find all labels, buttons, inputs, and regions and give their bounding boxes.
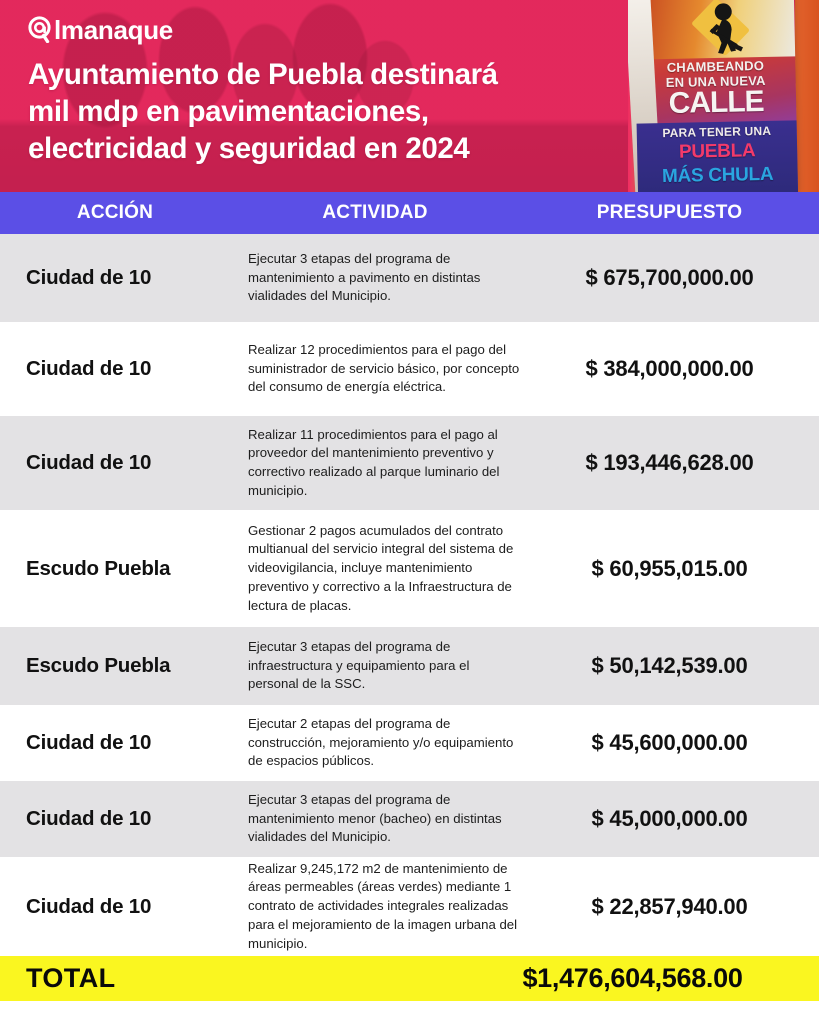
cell-accion: Escudo Puebla (26, 654, 171, 677)
cell-actividad: Ejecutar 3 etapas del programa de infraestructura y equipamiento para el personal de la SSC. (248, 638, 470, 692)
cell-actividad: Gestionar 2 pagos acumulados del contrato multianual del servicio integral del sistema de videovigilancia, incluye mantenimiento preventivo y correctivo a la Infraestructura de lectura de placas. (248, 522, 514, 613)
headline-line-2: mil mdp en pavimentaciones, (28, 94, 429, 128)
cell-presupuesto: $ 60,955,015.00 (591, 555, 748, 581)
cell-actividad: Realizar 11 procedimientos para el pago al proveedor del mantenimiento preventivo y correctivo realizado al parque luminario del municipio. (248, 426, 500, 498)
worker-digging-icon (692, 0, 751, 56)
at-magnifier-icon (28, 16, 53, 43)
table-row (0, 705, 819, 781)
cell-presupuesto: $ 22,857,940.00 (591, 893, 748, 919)
header-photo-panel (628, 0, 819, 192)
cell-presupuesto: $ 193,446,628.00 (585, 450, 754, 475)
table-row (0, 416, 819, 510)
cell-accion: Ciudad de 10 (26, 357, 152, 380)
construction-poster (634, 0, 798, 192)
column-header-actividad: ACTIVIDAD (322, 202, 428, 223)
poster-text-4: PARA TENER UNA (662, 123, 772, 141)
cell-actividad: Ejecutar 3 etapas del programa de mantenimiento a pavimento en distintas vialidades del Municipio. (248, 250, 481, 304)
poster-text-1: CHAMBEANDO (666, 57, 765, 76)
table-row (0, 781, 819, 857)
poster-text-2: EN UNA NUEVA (665, 72, 766, 91)
budget-table (0, 192, 819, 1024)
cell-accion: Ciudad de 10 (26, 894, 152, 918)
header-content (0, 0, 600, 168)
cell-accion: Ciudad de 10 (26, 807, 152, 830)
table-body (0, 234, 819, 956)
photo-right-edge (795, 0, 819, 192)
total-value: $1,476,604,568.00 (522, 963, 743, 993)
table-header-row (0, 192, 819, 234)
headline-line-3: electricidad y seguridad en 2024 (28, 131, 470, 165)
total-label: TOTAL (26, 963, 116, 993)
total-row (0, 956, 819, 1001)
poster-photo (628, 0, 819, 192)
table-row (0, 857, 819, 956)
poster-text-3: CALLE (668, 85, 764, 120)
header-banner (0, 0, 819, 192)
cell-presupuesto: $ 384,000,000.00 (585, 356, 754, 381)
poster-text-5: PUEBLA (678, 140, 756, 163)
table-row (0, 510, 819, 627)
cell-accion: Ciudad de 10 (26, 731, 152, 754)
table-row (0, 627, 819, 705)
cell-actividad: Ejecutar 2 etapas del programa de construcción, mejoramiento y/o equipamiento de espacios públicos. (248, 715, 514, 769)
table-row (0, 322, 819, 416)
poster-text-6: MÁS CHULA (661, 163, 774, 188)
cell-actividad: Ejecutar 3 etapas del programa de mantenimiento menor (bacheo) en distintas vialidades del Municipio. (248, 791, 502, 845)
cell-presupuesto: $ 45,000,000.00 (591, 806, 748, 831)
footer-spacer (0, 1001, 819, 1024)
cell-presupuesto: $ 675,700,000.00 (585, 265, 754, 290)
cell-presupuesto: $ 50,142,539.00 (591, 653, 748, 678)
cell-accion: Ciudad de 10 (26, 451, 152, 474)
cell-actividad: Realizar 9,245,172 m2 de mantenimiento de áreas permeables (áreas verdes) mediante 1 contrato de actividades integrales realizadas para el mejoramiento de la imagen urbana del municipio. (248, 860, 518, 951)
headline-line-1: Ayuntamiento de Puebla destinará (28, 58, 498, 91)
cell-accion: Escudo Puebla (26, 556, 171, 580)
almanaque-logo[interactable] (28, 16, 600, 43)
table-row (0, 234, 819, 322)
cell-accion: Ciudad de 10 (26, 266, 152, 289)
page-title (28, 57, 600, 168)
cell-actividad: Realizar 12 procedimientos para el pago del suministrador de servicio básico, por concepto del consumo de energía eléctrica. (248, 341, 520, 395)
logo-wordmark: lmanaque (54, 14, 173, 45)
column-header-presupuesto: PRESUPUESTO (596, 202, 743, 223)
column-header-accion: ACCIÓN (76, 202, 154, 223)
cell-presupuesto: $ 45,600,000.00 (591, 730, 748, 755)
